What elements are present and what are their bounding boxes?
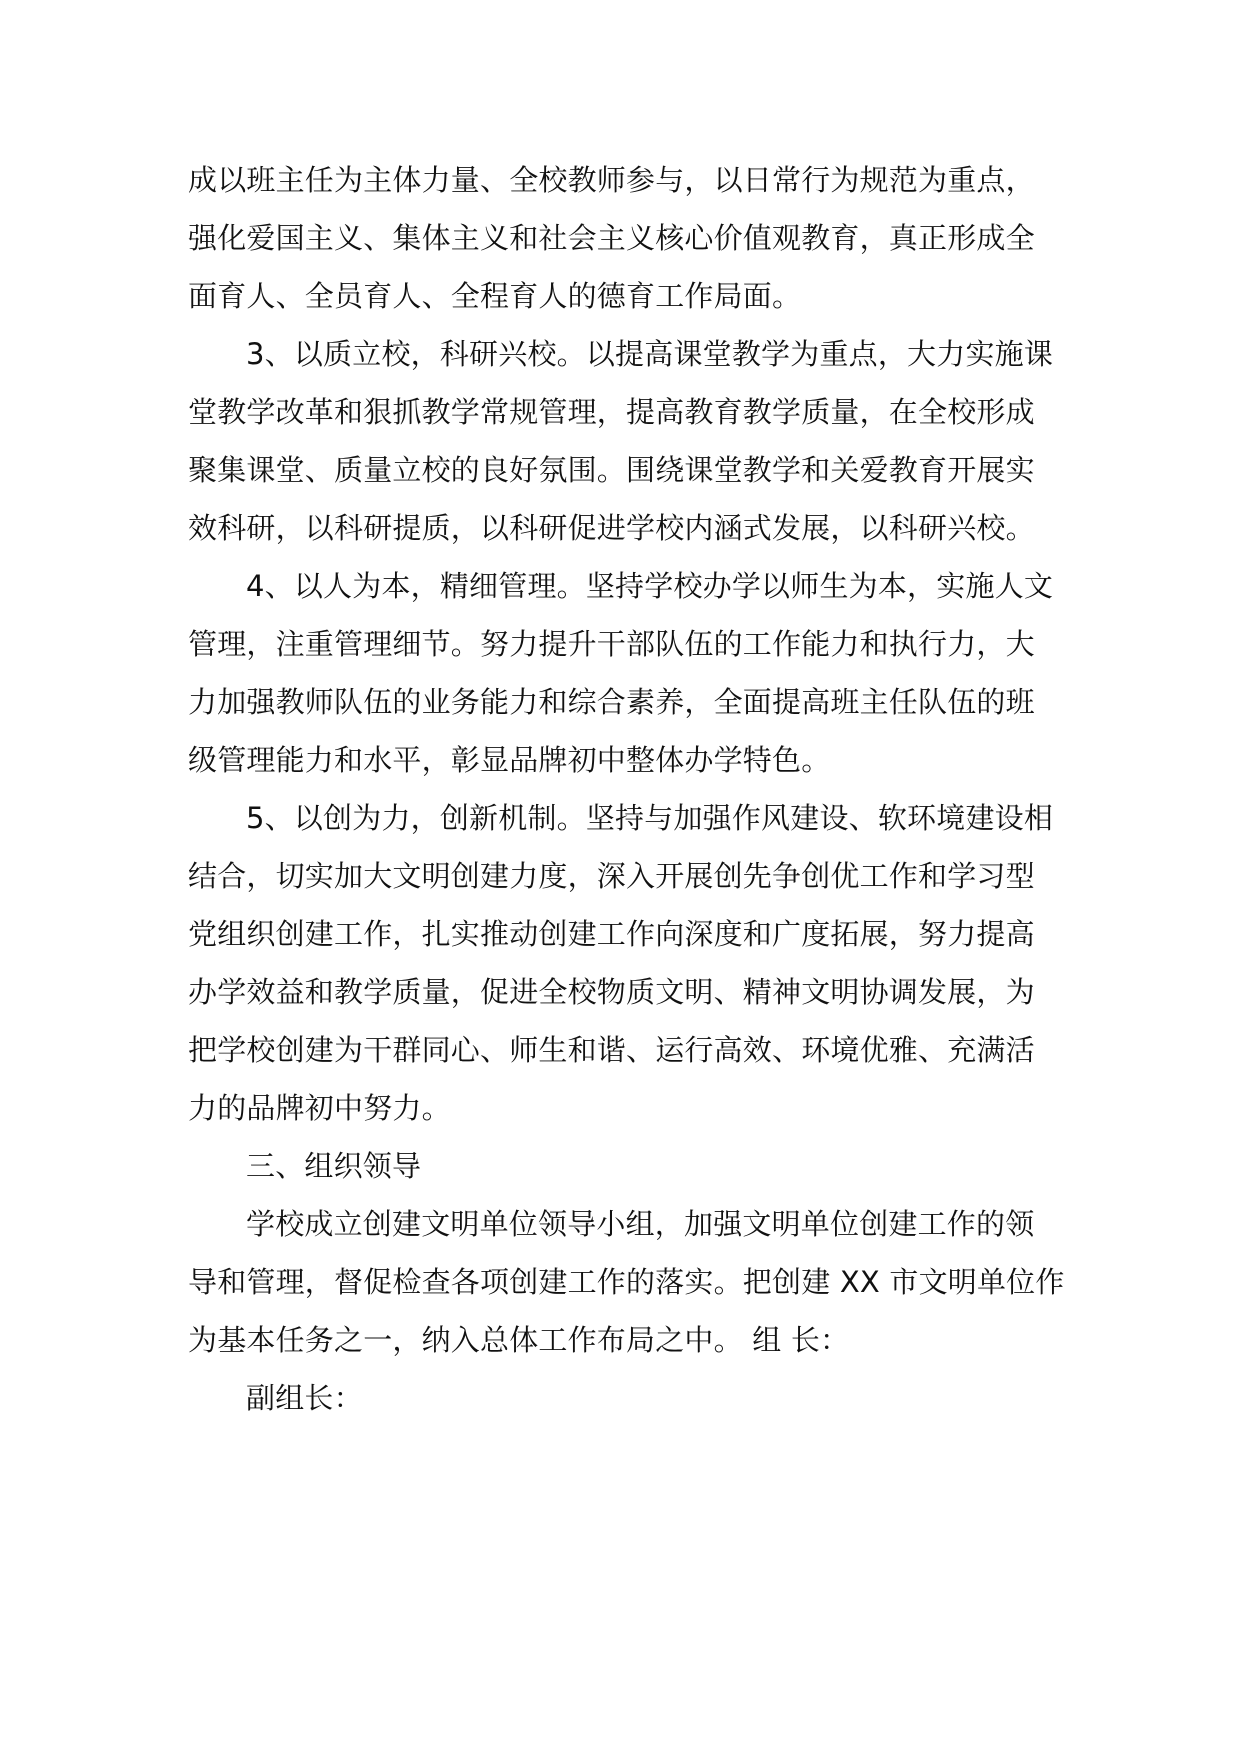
text-line: 力的品牌初中努力。 (188, 1091, 451, 1125)
text-line: 结合，切实加大文明创建力度，深入开展创先争创优工作和学习型 (188, 859, 1035, 893)
text-line: 面育人、全员育人、全程育人的德育工作局面。 (188, 279, 802, 313)
text-line: 3、以质立校，科研兴校。以提高课堂教学为重点，大力实施课 (246, 337, 1054, 371)
text-line: 把学校创建为干群同心、师生和谐、运行高效、环境优雅、充满活 (188, 1033, 1035, 1067)
text-line: 为基本任务之一，纳入总体工作布局之中。 组 长： (188, 1323, 850, 1357)
text-line: 效科研，以科研提质，以科研促进学校内涵式发展，以科研兴校。 (188, 511, 1035, 545)
text-line: 党组织创建工作，扎实推动创建工作向深度和广度拓展，努力提高 (188, 917, 1035, 951)
text-line: 力加强教师队伍的业务能力和综合素养，全面提高班主任队伍的班 (188, 685, 1035, 719)
text-line: 5、以创为力，创新机制。坚持与加强作风建设、软环境建设相 (246, 801, 1054, 835)
text-line: 学校成立创建文明单位领导小组，加强文明单位创建工作的领 (246, 1207, 1035, 1241)
text-line: 级管理能力和水平，彰显品牌初中整体办学特色。 (188, 743, 831, 777)
text-line: 聚集课堂、质量立校的良好氛围。围绕课堂教学和关爱教育开展实 (188, 453, 1035, 487)
text-line: 强化爱国主义、集体主义和社会主义核心价值观教育，真正形成全 (188, 221, 1035, 255)
section-heading: 三、组织领导 (246, 1149, 422, 1183)
text-line: 4、以人为本，精细管理。坚持学校办学以师生为本，实施人文 (246, 569, 1054, 603)
text-line: 堂教学改革和狠抓教学常规管理，提高教育教学质量，在全校形成 (188, 395, 1035, 429)
text-line: 导和管理，督促检查各项创建工作的落实。把创建 XX 市文明单位作 (188, 1265, 1065, 1299)
text-line: 办学效益和教学质量，促进全校物质文明、精神文明协调发展，为 (188, 975, 1035, 1009)
text-line: 管理，注重管理细节。努力提升干部队伍的工作能力和执行力，大 (188, 627, 1035, 661)
text-line: 成以班主任为主体力量、全校教师参与，以日常行为规范为重点， (188, 163, 1035, 197)
text-line: 副组长： (246, 1381, 363, 1415)
